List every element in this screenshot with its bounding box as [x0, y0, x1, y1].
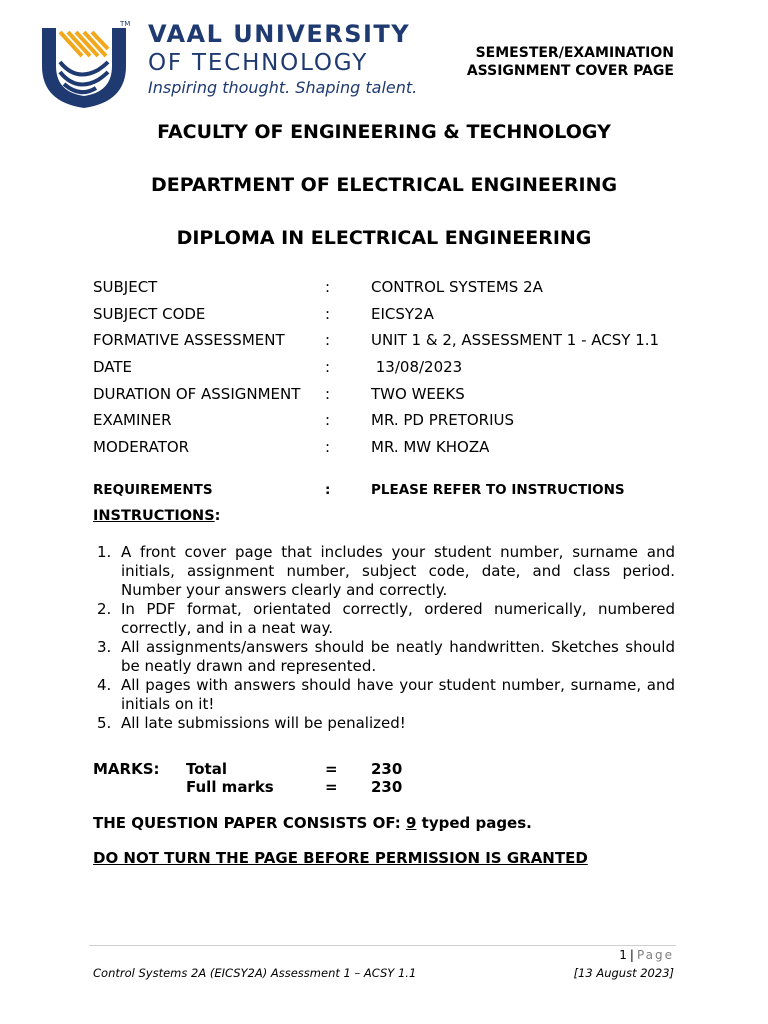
- detail-value: UNIT 1 & 2, ASSESSMENT 1 - ACSY 1.1: [371, 331, 660, 350]
- detail-row-subject-code: [93, 305, 693, 332]
- detail-label: DATE: [93, 358, 133, 377]
- detail-label: SUBJECT CODE: [93, 304, 206, 323]
- list-item-number: 1.: [97, 543, 112, 561]
- list-item-number: 5.: [97, 714, 112, 732]
- detail-colon: :: [325, 331, 331, 350]
- faculty-heading: FACULTY OF ENGINEERING & TECHNOLOGY: [157, 121, 611, 143]
- list-item-text: In PDF format, orientated correctly, ordered numerically, numbered correctly, and in a neat way.: [121, 600, 675, 637]
- detail-colon: :: [325, 304, 331, 323]
- diploma-heading: DIPLOMA IN ELECTRICAL ENGINEERING: [176, 227, 592, 249]
- marks-full-equals: =: [325, 778, 338, 796]
- list-item-number: 4.: [97, 676, 112, 694]
- requirements-value: PLEASE REFER TO INSTRUCTIONS: [371, 482, 625, 498]
- footer-page-number: [619, 948, 674, 962]
- list-item-text: All pages with answers should have your student number, surname, and initials on it!: [121, 676, 675, 713]
- footer-date: [13 August 2023]: [573, 966, 674, 980]
- cover-label-line1: SEMESTER/EXAMINATION: [475, 45, 674, 61]
- assessment-details: [93, 278, 693, 465]
- page-separator: |: [629, 948, 634, 962]
- footer-course-info: Control Systems 2A (EICSY2A) Assessment 1 – ACSY 1.1: [93, 966, 417, 980]
- detail-value: TWO WEEKS: [371, 384, 465, 403]
- marks-full-row: [93, 778, 493, 796]
- university-crest-icon: [36, 22, 132, 110]
- marks-full-value: 230: [371, 778, 403, 796]
- cover-page-label: [414, 44, 674, 80]
- requirements-colon: :: [325, 482, 331, 498]
- detail-colon: :: [325, 384, 331, 403]
- permission-warning: DO NOT TURN THE PAGE BEFORE PERMISSION IS GRANTED: [93, 849, 588, 867]
- list-item: [93, 543, 675, 600]
- detail-row-date: [93, 358, 693, 385]
- department-heading: DEPARTMENT OF ELECTRICAL ENGINEERING: [150, 174, 618, 196]
- detail-value: MR. PD PRETORIUS: [371, 411, 514, 430]
- detail-label: SUBJECT: [93, 278, 158, 296]
- list-item-text: All late submissions will be penalized!: [121, 714, 406, 732]
- list-item: [93, 638, 675, 676]
- detail-value: MR. MW KHOZA: [371, 438, 490, 457]
- detail-row-moderator: [93, 438, 693, 465]
- university-name-line2: OF TECHNOLOGY: [148, 50, 369, 76]
- detail-row-subject: [93, 278, 693, 305]
- detail-value: 13/08/2023: [371, 358, 463, 377]
- page-word: Page: [636, 948, 674, 962]
- marks-total-row: [93, 760, 493, 778]
- university-logo: [36, 18, 426, 110]
- detail-label: FORMATIVE ASSESSMENT: [93, 331, 285, 350]
- list-item: [93, 600, 675, 638]
- marks-label: MARKS:: [93, 760, 160, 778]
- page-count-prefix: THE QUESTION PAPER CONSISTS OF:: [93, 814, 406, 832]
- page-number: 1: [619, 948, 627, 962]
- requirements-label: REQUIREMENTS: [93, 482, 213, 498]
- page-count-number: 9: [405, 814, 417, 832]
- detail-value: CONTROL SYSTEMS 2A: [371, 278, 543, 296]
- detail-value: EICSY2A: [371, 304, 434, 323]
- list-item-number: 3.: [97, 638, 112, 656]
- requirements-row: [93, 482, 693, 502]
- footer-divider: [89, 945, 676, 946]
- marks-full-label: Full marks: [186, 778, 274, 796]
- list-item: [93, 676, 675, 714]
- cover-label-line2: ASSIGNMENT COVER PAGE: [466, 63, 674, 79]
- instructions-title-suffix: :: [214, 508, 221, 524]
- marks-total-value: 230: [371, 760, 403, 778]
- list-item-text: A front cover page that includes your student number, surname and initials, assignment number, subject code, date, and class period. Number your answers clearly and correctly.: [121, 543, 675, 599]
- detail-label: MODERATOR: [93, 438, 190, 457]
- page-count-suffix: typed pages.: [416, 814, 532, 832]
- detail-row-duration: [93, 385, 693, 412]
- marks-total-equals: =: [325, 760, 338, 778]
- detail-label: EXAMINER: [93, 411, 172, 430]
- instructions-heading: [93, 508, 220, 524]
- list-item: [93, 714, 675, 733]
- university-name-line1: VAAL UNIVERSITY: [148, 20, 411, 48]
- university-tagline: Inspiring thought. Shaping talent.: [148, 78, 418, 97]
- trademark-symbol: TM: [120, 20, 131, 28]
- detail-colon: :: [325, 411, 331, 430]
- instructions-list: [93, 543, 675, 733]
- detail-colon: :: [325, 438, 331, 457]
- marks-block: [93, 760, 493, 796]
- list-item-number: 2.: [97, 600, 112, 618]
- detail-row-examiner: [93, 411, 693, 438]
- detail-colon: :: [325, 278, 331, 296]
- detail-label: DURATION OF ASSIGNMENT: [93, 384, 301, 403]
- marks-total-label: Total: [186, 760, 227, 778]
- instructions-title: INSTRUCTIONS: [93, 508, 215, 524]
- page-count-statement: [93, 814, 532, 832]
- detail-row-formative-assessment: [93, 331, 693, 358]
- detail-colon: :: [325, 358, 331, 377]
- list-item-text: All assignments/answers should be neatly handwritten. Sketches should be neatly drawn and represented.: [121, 638, 675, 675]
